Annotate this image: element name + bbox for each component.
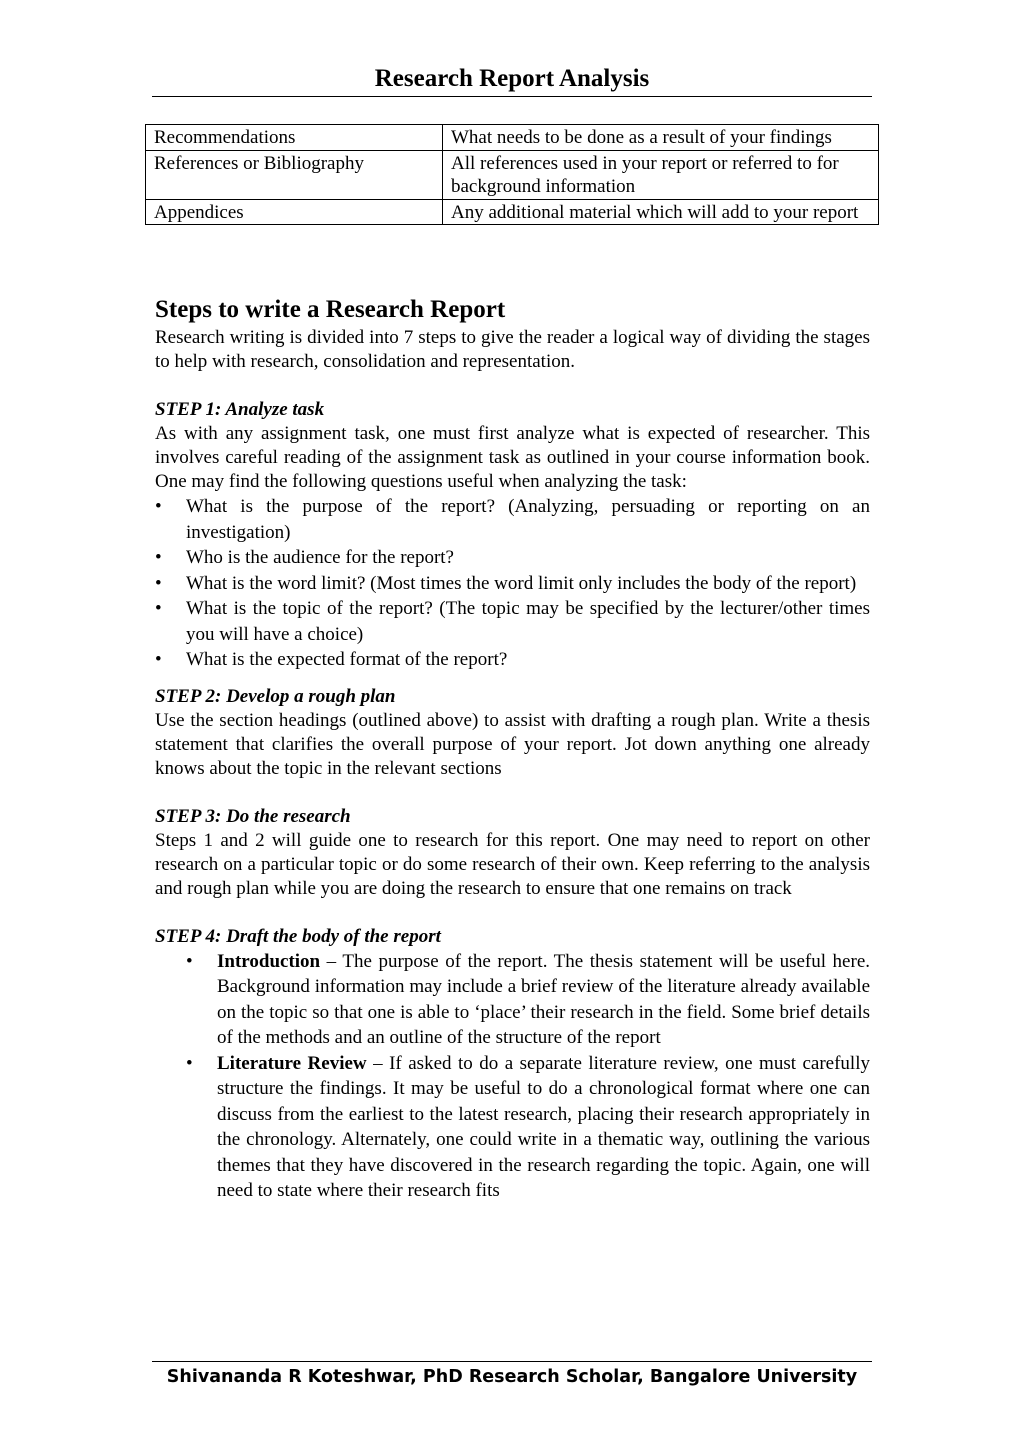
table-cell-description: What needs to be done as a result of your findings xyxy=(443,125,879,151)
list-item-text: – The purpose of the report. The thesis statement will be useful here. Background information may include a brief review of the literature already available on the topic so that one is able to ‘place’ their research in the field. Some brief details of the methods and an outline of the structure of the report xyxy=(217,950,870,1048)
table-cell-description: Any additional material which will add to your report xyxy=(443,199,879,225)
step1-paragraph: As with any assignment task, one must first analyze what is expected of researcher. This involves careful reading of the assignment task as outlined in your course information book. One may find the following questions useful when analyzing the task: xyxy=(155,423,870,492)
section-heading: Steps to write a Research Report xyxy=(155,296,506,323)
list-item xyxy=(155,949,870,1051)
list-item xyxy=(155,596,870,647)
list-item-text: What is the purpose of the report? (Analyzing, persuading or reporting on an investigation) xyxy=(186,496,870,543)
intro-paragraph: Research writing is divided into 7 steps to give the reader a logical way of dividing the stages to help with research, consolidation and representation. xyxy=(155,327,870,372)
bullet-icon: • xyxy=(155,547,162,568)
bullet-icon: • xyxy=(155,649,162,670)
bullet-icon: • xyxy=(155,598,162,619)
step4-heading: STEP 4: Draft the body of the report xyxy=(155,925,441,947)
bullet-icon: • xyxy=(186,950,193,972)
list-item xyxy=(155,571,870,597)
main-content xyxy=(155,294,870,1204)
bullet-icon: • xyxy=(186,1052,193,1074)
step2-heading: STEP 2: Develop a rough plan xyxy=(155,685,396,707)
list-item-text: What is the topic of the report? (The topic may be specified by the lecturer/other times you will have a choice) xyxy=(186,598,870,645)
list-item-text: What is the expected format of the report? xyxy=(186,649,508,670)
table-cell-section: Appendices xyxy=(146,199,443,225)
table-cell-description: All references used in your report or referred to for background information xyxy=(443,150,879,199)
table-row xyxy=(146,125,879,151)
list-item-text: What is the word limit? (Most times the word limit only includes the body of the report) xyxy=(186,572,857,594)
step4-body-list xyxy=(155,949,870,1204)
list-item xyxy=(155,494,870,545)
bullet-icon: • xyxy=(155,496,162,517)
table-cell-section: Recommendations xyxy=(146,125,443,151)
step3-heading: STEP 3: Do the research xyxy=(155,805,351,827)
table-cell-section: References or Bibliography xyxy=(146,150,443,199)
bullet-icon: • xyxy=(155,572,162,594)
footer-author: Shivananda R Koteshwar, PhD Research Scholar, Bangalore University xyxy=(166,1367,858,1387)
step2-paragraph: Use the section headings (outlined above) to assist with drafting a rough plan. Write a thesis statement that clarifies the overall purpose of your report. Jot down anything one already knows about the topic in the relevant sections xyxy=(155,709,870,779)
step1-heading: STEP 1: Analyze task xyxy=(155,399,325,420)
report-sections-table xyxy=(145,124,879,225)
list-item-text: Who is the audience for the report? xyxy=(186,547,454,568)
list-item xyxy=(155,545,870,571)
table-row xyxy=(146,150,879,199)
list-item-term: Introduction xyxy=(217,950,321,972)
step3-paragraph: Steps 1 and 2 will guide one to research for this report. One may need to report on other research on a particular topic or do some research of their own. Keep referring to the analysis and rough plan while you are doing the research to ensure that one remains on track xyxy=(155,829,870,899)
page-header-title: Research Report Analysis xyxy=(374,65,650,92)
list-item-term: Literature Review xyxy=(217,1052,367,1074)
list-item-text: – If asked to do a separate literature review, one must carefully structure the findings. It may be useful to do a chronological format where one can discuss from the earliest to the latest research, placing their research appropriately in the chronology. Alternately, one could write in a thematic way, outlining the various themes that they have discovered in the research regarding the topic. Again, one will need to state where their research fits xyxy=(217,1052,870,1201)
header-divider xyxy=(152,96,872,97)
step1-question-list xyxy=(155,494,870,673)
list-item xyxy=(155,1051,870,1204)
list-item xyxy=(155,647,870,673)
footer-divider xyxy=(152,1361,872,1362)
table-row xyxy=(146,199,879,225)
